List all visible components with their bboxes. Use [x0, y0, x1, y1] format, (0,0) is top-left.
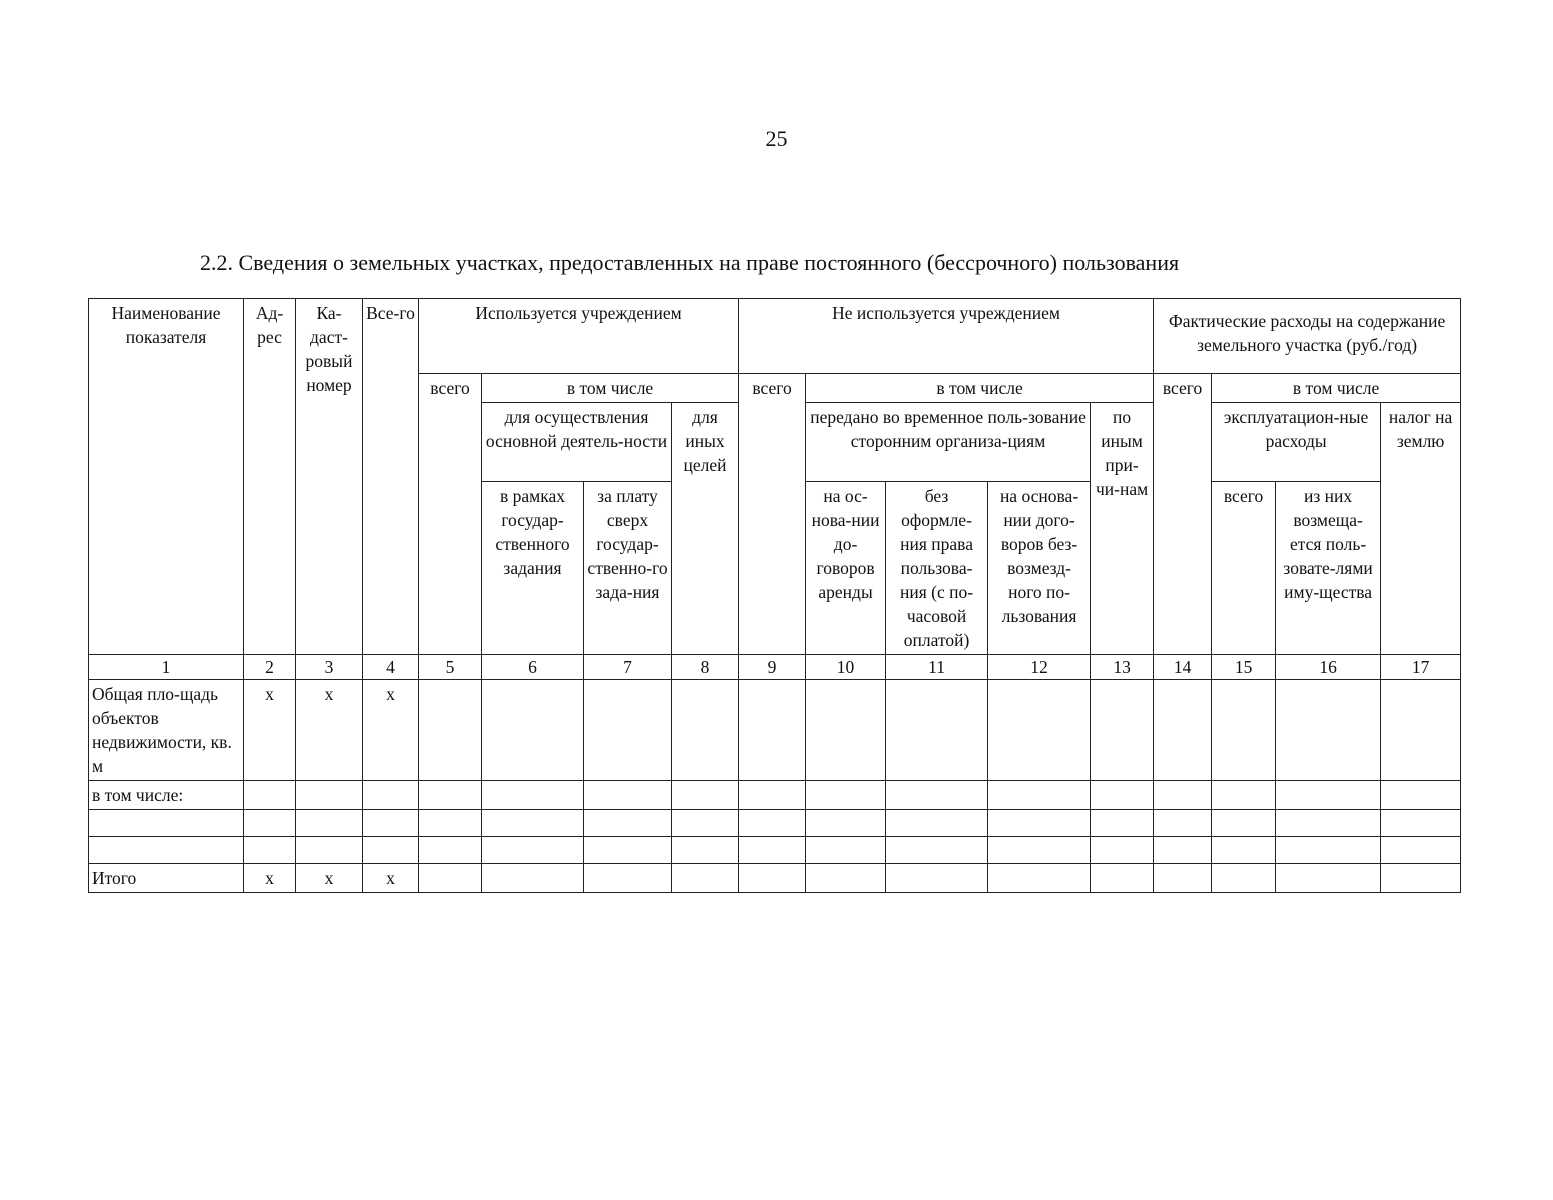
column-number: 14: [1154, 655, 1212, 680]
column-number: 15: [1212, 655, 1276, 680]
input-cell[interactable]: [1091, 680, 1154, 781]
input-cell[interactable]: [806, 781, 886, 810]
input-cell[interactable]: [1381, 810, 1461, 837]
input-cell[interactable]: [482, 864, 584, 893]
input-cell[interactable]: [482, 781, 584, 810]
row-label-itogo: Итого: [89, 864, 244, 893]
header-address: Ад-рес: [244, 299, 296, 655]
input-cell[interactable]: [1381, 781, 1461, 810]
input-cell[interactable]: [244, 837, 296, 864]
header-expenses-total: всего: [1154, 374, 1212, 655]
column-number: 6: [482, 655, 584, 680]
input-cell[interactable]: [482, 810, 584, 837]
input-cell[interactable]: [806, 864, 886, 893]
header-lease: на ос-нова-нии до-говоров аренды: [806, 482, 886, 655]
input-cell[interactable]: [886, 837, 988, 864]
header-other-reasons: по иным при-чи-нам: [1091, 403, 1154, 655]
row-label-total-area: Общая пло-щадь объектов недвижимости, кв. м: [89, 680, 244, 781]
input-cell[interactable]: [1381, 837, 1461, 864]
column-number: 9: [739, 655, 806, 680]
header-cadastral-number: Ка-даст-ровый номер: [296, 299, 363, 655]
input-cell[interactable]: [244, 810, 296, 837]
input-cell[interactable]: [1212, 837, 1276, 864]
header-not-used-total: всего: [739, 374, 806, 655]
cell-x-mark: x: [363, 864, 419, 893]
header-main-activity: для осуществления основной деятель-ности: [482, 403, 672, 482]
input-cell[interactable]: [886, 781, 988, 810]
table-row-including: [89, 781, 1461, 810]
column-number: 8: [672, 655, 739, 680]
input-cell[interactable]: [1276, 810, 1381, 837]
input-cell[interactable]: [296, 781, 363, 810]
input-cell[interactable]: [988, 837, 1091, 864]
input-cell[interactable]: [1212, 680, 1276, 781]
input-cell[interactable]: [886, 810, 988, 837]
input-cell[interactable]: [584, 837, 672, 864]
header-land-tax: налог на землю: [1381, 403, 1461, 655]
input-cell[interactable]: [1276, 864, 1381, 893]
section-title: 2.2. Сведения о земельных участках, предоставленных на праве постоянного (бессрочного) пользования: [200, 250, 1180, 275]
column-number: 11: [886, 655, 988, 680]
input-cell[interactable]: [1091, 781, 1154, 810]
table-row-empty: [89, 837, 1461, 864]
input-cell[interactable]: [1276, 837, 1381, 864]
input-cell[interactable]: [988, 781, 1091, 810]
input-cell[interactable]: [672, 680, 739, 781]
header-row-1: [89, 299, 1461, 374]
input-cell[interactable]: [1212, 810, 1276, 837]
input-cell[interactable]: [482, 837, 584, 864]
input-cell[interactable]: [419, 810, 482, 837]
header-paid-over-task: за плату сверх государ-ственно-го зада-ния: [584, 482, 672, 655]
header-free-use: на основа-нии дого-воров без-возмезд-ного по-льзования: [988, 482, 1091, 655]
header-expenses-including: в том числе: [1212, 374, 1461, 403]
header-operating-total: всего: [1212, 482, 1276, 655]
column-number: 4: [363, 655, 419, 680]
input-cell[interactable]: [672, 781, 739, 810]
column-number: 2: [244, 655, 296, 680]
table-row-empty: [89, 810, 1461, 837]
header-used-total: всего: [419, 374, 482, 655]
header-used-by-institution: Используется учреждением: [419, 299, 739, 374]
input-cell[interactable]: [1091, 837, 1154, 864]
input-cell[interactable]: [363, 810, 419, 837]
header-not-used-including: в том числе: [806, 374, 1154, 403]
column-number: 16: [1276, 655, 1381, 680]
header-state-task: в рамках государ-ственного задания: [482, 482, 584, 655]
input-cell[interactable]: [296, 837, 363, 864]
table-row-total-area: [89, 680, 1461, 781]
input-cell[interactable]: [988, 810, 1091, 837]
row-label-including: в том числе:: [89, 781, 244, 810]
input-cell[interactable]: [1154, 680, 1212, 781]
input-cell[interactable]: [1212, 864, 1276, 893]
input-cell[interactable]: [739, 680, 806, 781]
input-cell[interactable]: [1091, 810, 1154, 837]
input-cell[interactable]: [584, 781, 672, 810]
column-number: 17: [1381, 655, 1461, 680]
column-number: 12: [988, 655, 1091, 680]
input-cell[interactable]: [672, 837, 739, 864]
header-used-including: в том числе: [482, 374, 739, 403]
input-cell[interactable]: [1381, 864, 1461, 893]
input-cell[interactable]: [739, 837, 806, 864]
input-cell[interactable]: [988, 680, 1091, 781]
cell-x-mark: x: [244, 680, 296, 781]
cell-x-mark: x: [296, 680, 363, 781]
column-number: 13: [1091, 655, 1154, 680]
table-row-itogo: [89, 864, 1461, 893]
input-cell[interactable]: [584, 680, 672, 781]
input-cell[interactable]: [244, 781, 296, 810]
input-cell[interactable]: [1091, 864, 1154, 893]
input-cell[interactable]: [1276, 781, 1381, 810]
input-cell[interactable]: [739, 810, 806, 837]
input-cell[interactable]: [672, 864, 739, 893]
column-number: 3: [296, 655, 363, 680]
input-cell[interactable]: [89, 837, 244, 864]
input-cell[interactable]: [806, 837, 886, 864]
input-cell[interactable]: [886, 680, 988, 781]
column-number: 1: [89, 655, 244, 680]
header-temporary-transfer: передано во временное поль-зование сторонним организа-циям: [806, 403, 1091, 482]
input-cell[interactable]: [363, 781, 419, 810]
input-cell[interactable]: [1154, 837, 1212, 864]
land-plots-table: [88, 298, 1461, 893]
header-total: Все-го: [363, 299, 419, 655]
input-cell[interactable]: [988, 864, 1091, 893]
input-cell[interactable]: [1154, 810, 1212, 837]
input-cell[interactable]: [419, 680, 482, 781]
input-cell[interactable]: [584, 810, 672, 837]
input-cell[interactable]: [806, 810, 886, 837]
header-not-used-by-institution: Не используется учреждением: [739, 299, 1154, 374]
header-reimbursed: из них возмеща-ется поль-зовате-лями иму-щества: [1276, 482, 1381, 655]
input-cell[interactable]: [419, 864, 482, 893]
input-cell[interactable]: [419, 781, 482, 810]
input-cell[interactable]: [363, 837, 419, 864]
input-cell[interactable]: [296, 810, 363, 837]
cell-x-mark: x: [244, 864, 296, 893]
header-other-purposes: для иных целей: [672, 403, 739, 655]
input-cell[interactable]: [89, 810, 244, 837]
input-cell[interactable]: [1276, 680, 1381, 781]
cell-x-mark: x: [363, 680, 419, 781]
header-name: Наименование показателя: [89, 299, 244, 655]
column-number: 10: [806, 655, 886, 680]
cell-x-mark: x: [296, 864, 363, 893]
input-cell[interactable]: [1381, 680, 1461, 781]
input-cell[interactable]: [584, 864, 672, 893]
input-cell[interactable]: [739, 864, 806, 893]
input-cell[interactable]: [1154, 864, 1212, 893]
page-number: 25: [765, 126, 788, 151]
column-number: 7: [584, 655, 672, 680]
input-cell[interactable]: [1212, 781, 1276, 810]
input-cell[interactable]: [1154, 781, 1212, 810]
input-cell[interactable]: [886, 864, 988, 893]
column-number: 5: [419, 655, 482, 680]
input-cell[interactable]: [806, 680, 886, 781]
input-cell[interactable]: [739, 781, 806, 810]
header-actual-expenses: Фактические расходы на содержание земельного участка (руб./год): [1154, 299, 1461, 374]
input-cell[interactable]: [672, 810, 739, 837]
column-numbers-row: [89, 655, 1461, 680]
input-cell[interactable]: [419, 837, 482, 864]
header-without-registration: без оформле-ния права пользова-ния (с по-часовой оплатой): [886, 482, 988, 655]
input-cell[interactable]: [482, 680, 584, 781]
header-operating-expenses: эксплуатацион-ные расходы: [1212, 403, 1381, 482]
